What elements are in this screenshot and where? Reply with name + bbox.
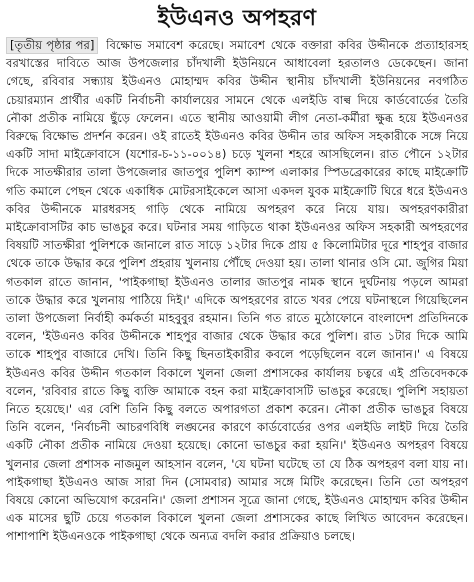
article-headline: ইউএনও অপহরণ	[157, 6, 317, 31]
article-body-text: বিক্ষোভ সমাবেশ করেছে। সমাবেশ থেকে বক্তারা কবির উদ্দীনকে প্রত্যাহারসহ বরখাস্তের দাবিতে আজ উপজেলার চাঁদখালী ইউনিয়নে আধাবেলা হরতালও ডেকেছেন। জানা গেছে, রবিবার সন্ধ্যায় ইউএনও মোহাম্মদ কবির উদ্দীন স্থানীয় চাঁদখালী ইউনিয়নের নবগঠিত চেয়ারম্যান প্রার্থীর একটি নির্বাচনী কার্যালয়ের সামনে থেকে এলইডি বাল্ব দিয়ে কার্ডবোর্ডের তৈরি নৌকা প্রতীক নামিয়ে ছুঁড়ে ফেলেন। এতে স্থানীয় আওয়ামী লীগ নেতা-কর্মীরা ক্ষুব্ধ হয়ে ইউএনওর বিরুদ্ধে বিক্ষোভ প্রদর্শন করেন। ওই রাতেই ইউএনও কবির উদ্দীন তার অফিস সহকারীকে সঙ্গে নিয়ে একটি সাদা মাইক্রোবাসে (যশোর-চ-১১-০০১৪) চড়ে খুলনা শহরে আসছিলেন। রাত পৌনে ১২টার দিকে সাতক্ষীরার তালা উপজেলার জাতপুর পুলিশ ক্যাম্প এলাকার স্পিডব্রেকারের কাছে মাইক্রোটি গতি কমালে পেছন থেকে একাধিক মোটরসাইকেলে আসা একদল যুবক মাইক্রোটি ঘিরে ধরে ইউএনও কবির উদ্দীনকে মারধরসহ গাড়ি থেকে নামিয়ে অপহরণ করে নিয়ে যায়। অপহরণকারীরা মাইক্রোবাসটির কাচ ভাঙচুর করে। ঘটনার সময় গাড়িতে থাকা ইউএনওর অফিস সহকারী অপহরণের বিষয়টি সাতক্ষীরা পুলিশকে জানালে রাত সাড়ে ১২টার দিকে প্রায় ৫ কিলোমিটার দূরে শাহপুর বাজার থেকে তাকে উদ্ধার করে পুলিশ প্রহরায় খুলনায় পৌঁছে দেওয়া হয়। তালা থানার ওসি মো. জুগির মিয়া গতকাল রাতে জানান, 'পাইকগাছা ইউএনও তালার জাতপুর নামক স্থানে দুর্ঘটনায় পড়লে আমরা তাকে উদ্ধার করে খুলনায় পাঠিয়ে দিই।' এদিকে অপহরণের রাতে খবর পেয়ে ঘটনাস্থলে গিয়েছিলেন তালা উপজেলা নির্বাহী কর্মকর্তা মাহবুবুর রহমান। তিনি গত রাতে মুঠোফোনে বাংলাদেশ প্রতিদিনকে বলেন, 'ইউএনও কবির উদ্দীনকে শাহপুর বাজার থেকে উদ্ধার করে পুলিশ। রাত ১টার দিকে আমি তাকে শাহপুর বাজারে দেখি। তিনি কিছু ছিনতাইকারীর কবলে পড়েছিলেন বলে জানান।' এ বিষয়ে ইউএনও কবির উদ্দীন গতকাল বিকালে খুলনা জেলা প্রশাসকের কার্যালয় চত্বরে এই প্রতিবেদককে বলেন, 'রবিবার রাতে কিছু ব্যক্তি আমাকে বহন করা মাইক্রোবাসটি ভাঙচুর করেছে। পুলিশি সহায়তা নিতে হয়েছে।' এর বেশি তিনি কিছু বলতে অপারগতা প্রকাশ করেন। নৌকা প্রতীক ভাঙচুর বিষয়ে তিনি বলেন, 'নির্বাচনী আচরণবিধি লঙ্ঘনের কারণে কার্ডবোর্ডের ওপর এলইডি লাইট দিয়ে তৈরি একটি নৌকা প্রতীক নামিয়ে দেওয়া হয়েছে। কোনো ভাঙচুর করা হয়নি।' ইউএনও অপহরণ বিষয়ে খুলনার জেলা প্রশাসক নাজমুল আহসান বলেন, 'যে ঘটনা ঘটেছে তা যে ঠিক অপহরণ বলা যায় না। পাইকগাছা ইউএনও আজ সারা দিন (সোমবার) আমার সঙ্গে মিটিং করেছেন। তিনি তো অপহরণ বিষয়ে কোনো অভিযোগ করেননি।' জেলা প্রশাসন সূত্রে জানা গেছে, ইউএনও মোহাম্মদ কবির উদ্দীন এক মাসের ছুটি চেয়ে গতকাল বিকালে খুলনা জেলা প্রশাসকের কাছে লিখিত আবেদন করেছেন। পাশাপাশি ইউএনওকে পাইকগাছা থেকে অন্যত্র বদলি করার প্রক্রিয়াও চলছে।	[6, 38, 469, 544]
article-body	[6, 36, 468, 546]
continued-from-page-tag: [তৃতীয় পৃষ্ঠার পর]	[6, 37, 98, 54]
